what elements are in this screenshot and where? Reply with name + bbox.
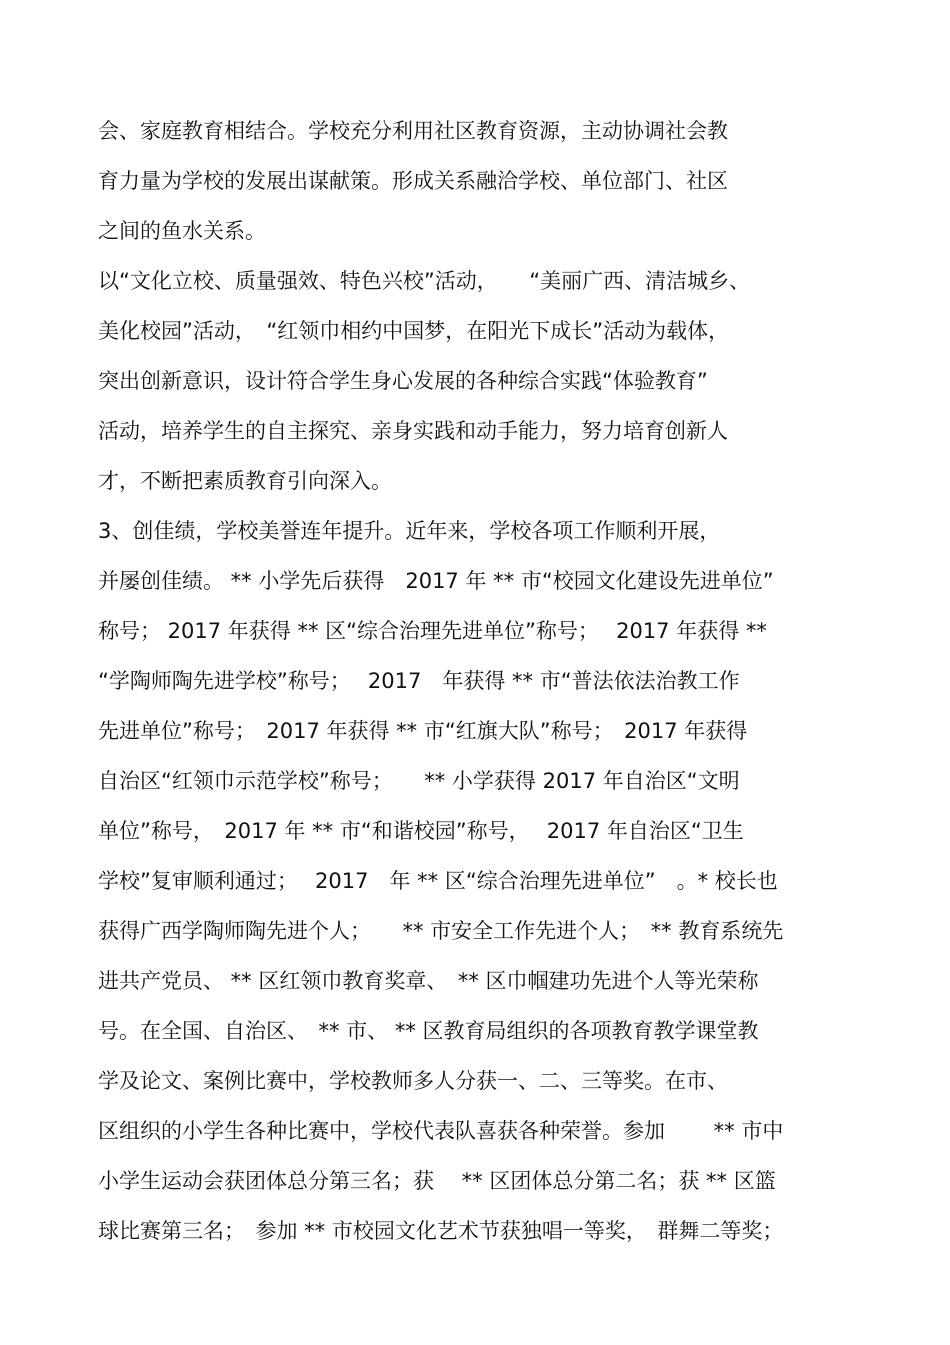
text-line: 学校”复审顺利通过； 2017 年 ** 区“综合治理先进单位” 。* 校长也 xyxy=(98,869,778,893)
text-line: 球比赛第三名； 参加 ** 市校园文化艺术节获独唱一等奖， 群舞二等奖； xyxy=(98,1219,784,1243)
text-line: 先进单位”称号； 2017 年获得 ** 市“红旗大队”称号； 2017 年获得 xyxy=(98,719,748,743)
text-line: 才，不断把素质教育引向深入。 xyxy=(98,469,392,493)
text-line: 活动，培养学生的自主探究、亲身实践和动手能力，努力培育创新人 xyxy=(98,419,728,443)
text-line: 学及论文、案例比赛中，学校教师多人分获一、二、三等奖。在市、 xyxy=(98,1069,728,1093)
text-line: 会、家庭教育相结合。学校充分利用社区教育资源，主动协调社会教 xyxy=(98,119,728,143)
text-line: 自治区“红领巾示范学校”称号； ** 小学获得 2017 年自治区“文明 xyxy=(98,769,740,793)
text-line: 之间的鱼水关系。 xyxy=(98,219,266,243)
text-line: 小学生运动会获团体总分第三名；获 ** 区团体总分第二名；获 ** 区篮 xyxy=(98,1169,776,1193)
text-line: 单位”称号， 2017 年 ** 市“和谐校园”称号， 2017 年自治区“卫生 xyxy=(98,819,744,843)
text-line: 美化校园”活动， “红领巾相约中国梦，在阳光下成长”活动为载体， xyxy=(98,319,730,343)
text-line: “学陶师陶先进学校”称号； 2017 年获得 ** 市“普法依法治教工作 xyxy=(98,669,740,693)
text-line: 育力量为学校的发展出谋献策。形成关系融洽学校、单位部门、社区 xyxy=(98,169,728,193)
text-line: 获得广西学陶师陶先进个人； ** 市安全工作先进个人； ** 教育系统先 xyxy=(98,919,784,943)
text-line: 号。在全国、自治区、 ** 市、 ** 区教育局组织的各项教育教学课堂教 xyxy=(98,1019,759,1043)
text-line: 3、创佳绩，学校美誉连年提升。近年来，学校各项工作顺利开展， xyxy=(98,519,721,543)
text-line: 区组织的小学生各种比赛中，学校代表队喜获各种荣誉。参加 ** 市中 xyxy=(98,1119,784,1143)
text-line: 进共产党员、 ** 区红领巾教育奖章、 ** 区巾帼建功先进个人等光荣称 xyxy=(98,969,759,993)
text-line: 称号； 2017 年获得 ** 区“综合治理先进单位”称号； 2017 年获得 ** xyxy=(98,619,767,643)
text-line: 并屡创佳绩。 ** 小学先后获得 2017 年 ** 市“校园文化建设先进单位” xyxy=(98,569,774,593)
text-line: 突出创新意识，设计符合学生身心发展的各种综合实践“体验教育” xyxy=(98,369,708,393)
text-line: 以“文化立校、质量强效、特色兴校”活动， “美丽广西、清洁城乡、 xyxy=(98,269,751,293)
